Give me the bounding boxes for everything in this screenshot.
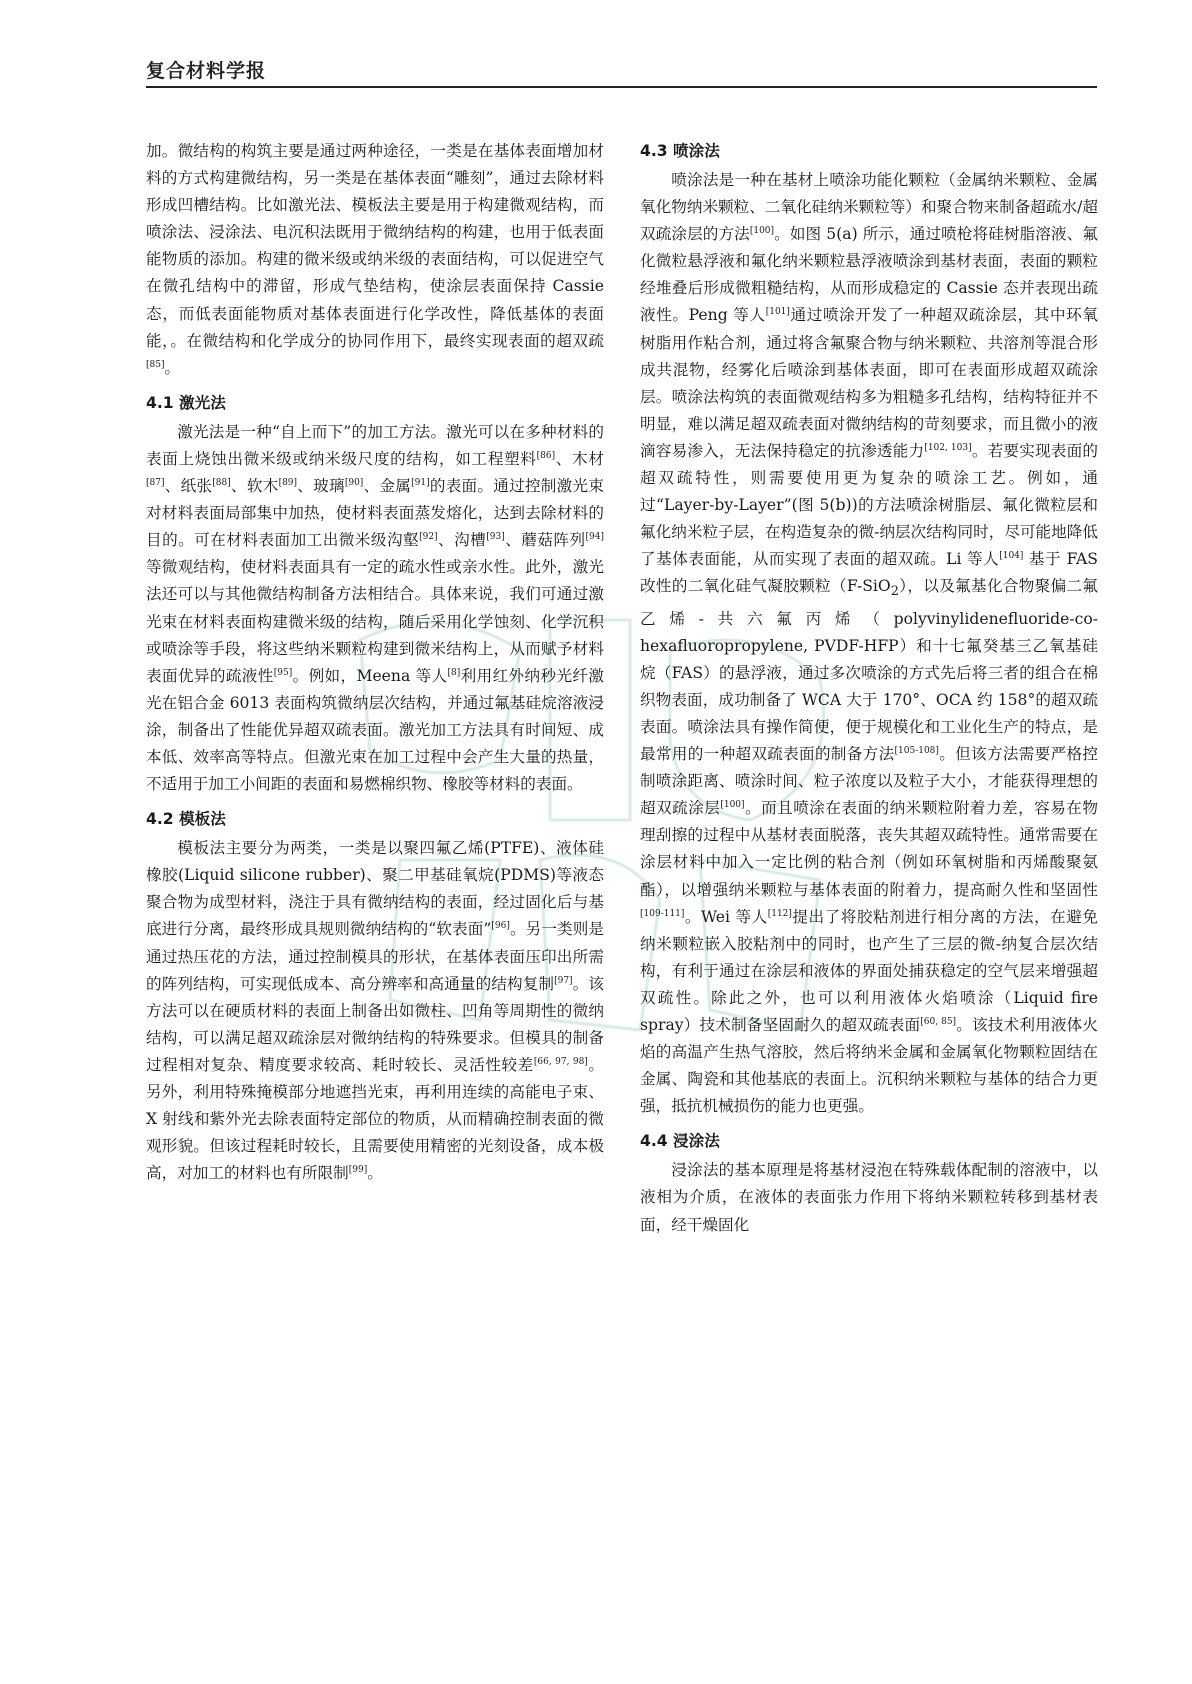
text-run: 的表面。通过控制激光束对材料表面局部集中加热，使材料表面蒸发熔化，达到去除材料的目的。可在材料表面加工出微米级沟壑 [146,477,604,550]
citation-ref: [96] [491,921,510,932]
citation-ref: [91] [411,477,430,488]
citation-ref: [86] [536,450,556,461]
section-heading-laser: 4.1 激光法 [146,393,226,412]
text-run: 。该技术利用液体火焰的高温产生热气溶胶，然后将纳米金属和金属氧化物颗粒固结在金属、陶瓷和其他基底的表面上。沉积纳米颗粒与基体的结合力更强，抵抗机械损伤的能力也更强。 [640,1016,1098,1116]
citation-ref: [109-111] [640,908,685,919]
journal-name: 复合材料学报 [146,60,267,82]
citation-ref: [104] [999,551,1024,562]
text-run: 、纸张 [164,477,213,496]
citation-ref: [92] [419,532,438,543]
citation-ref: [105-108] [894,745,939,756]
text-run: 。而且喷涂在表面的纳米颗粒附着力差，容易在物理刮擦的过程中从基材表面脱落，丧失其超双疏特性。通常需要在涂层材料中加入一定比例的粘合剂（例如环氧树脂和丙烯酸聚氨酯），以增强纳米颗粒与基体表面的附着力，提高耐久性和坚固性 [640,799,1098,899]
citation-ref: [112] [767,908,792,919]
text-run: 。Wei 等人 [684,907,768,926]
text-run: 等微观结构，使材料表面具有一定的疏水性或亲水性。此外，激光法还可以与其他微结构制备方法相结合。具体来说，我们可通过激光束在材料表面构建微米级的结构，随后采用化学蚀刻、化学沉积或喷涂等手段，将这些纳米颗粒构建到微米结构上，从而赋予材料表面优异的疏液性 [146,558,604,685]
text-run: 喷涂法是一种在基材上喷涂功能化颗粒（金属纳米颗粒、金属氧化物纳米颗粒、二氧化硅纳米颗粒等）和聚合物来制备超疏水/超双疏涂层的方法 [640,171,1098,244]
text-run: 、蘑菇阵列 [504,531,586,550]
text-run: 。另外，利用特殊掩模部分地遮挡光束，再利用连续的高能电子束、X 射线和紫外光去除表面特定部位的物质，从而精确控制表面的微观形貌。但该过程耗时较长，且需要使用精密的光刻设备，成本极高，对加工的材料也有所限制 [146,1055,604,1183]
citation-ref: [100] [749,226,775,236]
citation-ref: [100] [720,800,745,811]
citation-ref: [95] [273,667,293,678]
citation-ref: [94] [585,532,604,543]
page-header [146,52,1097,88]
text-run: 提出了将胶粘剂进行相分离的方法，在避免纳米颗粒嵌入胶粘剂中的同时，也产生了三层的微-纳复合层次结构，有利于通过在涂层和液体的界面处捕获稳定的空气层来增强超双疏性。除此之外，也可以利用液体火焰喷涂（Liquid fire spray）技术制备坚固耐久的超双疏表面 [640,907,1098,1035]
citation-ref: [66, 97, 98] [533,1056,588,1067]
text-run: 基于 FAS 改性的二氧化硅气凝胶颗粒（F-SiO [640,550,1098,596]
subscript: 2 [890,584,899,600]
citation-ref: [88] [212,477,231,488]
text-run: 。该方法可以在硬质材料的表面上制备出如微柱、凹角等周期性的微纳结构，可以满足超双疏涂层对微纳结构的特殊要求。但模具的制备过程相对复杂、精度要求较高、耗时较长、灵活性较差 [146,974,604,1074]
intro-paragraph [146,138,604,382]
text-run: 、沟槽 [437,531,487,550]
text-run: 通过喷涂开发了一种超双疏涂层，其中环氧树脂用作粘合剂，通过将含氟聚合物与纳米颗粒、共溶剂等混合形成共混物，经雾化后喷涂到基体表面，即可在表面形成超双疏涂层。喷涂法构筑的表面微观结构多为粗糙多孔结构，结构特征并不明显，难以满足超双疏表面对微纳结构的苛刻要求，而且微小的液滴容易渗入，无法保持稳定的抗渗透能力 [640,306,1098,460]
citation-ref: [87] [146,477,165,488]
text-run: ），以及氟基化合物聚偏二氟乙烯-共六氟丙烯（polyvinylidenefluoride-co-hexafluoropropylene, PVDF-HFP）和十七氟癸基三乙氧基硅烷（FAS）的悬浮液，通过多次喷涂的方式先后将三者的组合在棉织物表面，成功制备了 WCA 大于 170°、OCA 约 158°的超双疏表面。喷涂法具有操作简便，便于规模化和工业化生产的特点，是最常用的一种超双疏表面的制备方法 [640,577,1099,764]
text-run: 加。微结构的构筑主要是通过两种途径，一类是在基体表面增加材料的方式构建微结构，另一类是在基体表面“雕刻”，通过去除材料形成凹槽结构。比如激光法、模板法主要是用于构建微观结构，而喷涂法、浸涂法、电沉积法既用于微纳结构的构建，也用于低表面能物质的添加。构建的微米级或纳米级的表面结构，可以促进空气在微孔结构中的滞留，形成气垫结构，使涂层表面保持 Cassie 态，而低表面能物质对基体表面进行化学改性，降低基体的表面能，。在微结构和化学成分的协同作用下，最终实现表面的超双疏 [146,142,604,350]
text-run: 、玻璃 [297,477,345,496]
text-run: 、软木 [230,477,279,496]
citation-ref: [97] [554,975,573,986]
citation-ref: [89] [278,477,298,488]
citation-ref: [102, 103] [924,442,972,453]
citation-ref: [60, 85] [920,1016,957,1027]
text-run: 模板法主要分为两类，一类是以聚四氟乙烯(PTFE)、液体硅橡胶(Liquid silicone rubber)、聚二甲基硅氧烷(PDMS)等液态聚合物为成型材料，浇注于具有微纳结构的表面，经过固化后与基底进行分离，最终形成具规则微纳结构的“软表面” [146,839,604,939]
spray-paragraph [640,167,1098,1120]
text-run: 。若要实现表面的超双疏特性，则需要使用更为复杂的喷涂工艺。例如，通过“Layer-by-Layer”(图 5(b))的方法喷涂树脂层、氟化微粒层和氟化纳米粒子层，在构造复杂的微-纳层次结构同时，尽可能地降低了基体表面能，从而实现了表面的超双疏。Li 等人 [640,441,1098,569]
text-run: 、木材 [555,449,604,468]
template-paragraph [146,835,604,1187]
text-run: 浸涂法的基本原理是将基材浸泡在特殊载体配制的溶液中，以液相为介质，在液体的表面张力作用下将纳米颗粒转移到基材表面，经干燥固化 [640,1161,1098,1234]
text-run: 。 [367,1164,383,1183]
section-heading-template: 4.2 模板法 [146,810,226,829]
citation-ref: [93] [486,532,505,543]
text-run: 。例如，Meena 等人 [292,666,448,685]
left-column [146,138,604,1187]
citation-ref: [99] [348,1165,368,1176]
laser-paragraph [146,419,604,798]
text-run: 。如图 5(a) 所示，通过喷枪将硅树脂溶液、氟化微粒悬浮液和氟化纳米颗粒悬浮液喷涂到基材表面，表面的颗粒经堆叠后形成微粗糙结构，从而形成稳定的 Cassie 态并表现出疏液性。Peng 等人 [640,225,1098,325]
right-column [640,138,1098,1239]
section-heading-dip: 4.4 浸涂法 [640,1132,720,1151]
citation-ref: [90] [344,477,364,488]
text-run: 、金属 [363,477,412,496]
citation-ref: [8] [447,667,461,678]
text-run: 。 [164,358,181,377]
text-run: 。另一类则是通过热压花的方法，通过控制模具的形状，在基体表面压印出所需的阵列结构，可实现低成本、高分辨率和高通量的结构复制 [146,920,604,993]
text-run: 激光法是一种“自上而下”的加工方法。激光可以在多种材料的表面上烧蚀出微米级或纳米级尺度的结构，如工程塑料 [146,422,604,468]
text-run: 。但该方法需要严格控制喷涂距离、喷涂时间、粒子浓度以及粒子大小，才能获得理想的超双疏涂层 [640,745,1098,818]
citation-ref: [101] [765,307,790,318]
section-heading-spray: 4.3 喷涂法 [640,142,720,160]
text-run: 利用红外纳秒光纤激光在铝合金 6013 表面构筑微纳层次结构，并通过氟基硅烷溶液浸涂，制备出了性能优异超双疏表面。激光加工方法具有时间短、成本低、效率高等特点。但激光束在加工过程中会产生大量的热量，不适用于加工小间距的表面和易燃棉织物、橡胶等材料的表面。 [146,666,604,794]
citation-ref: [85] [146,359,165,370]
dip-paragraph [640,1157,1098,1238]
